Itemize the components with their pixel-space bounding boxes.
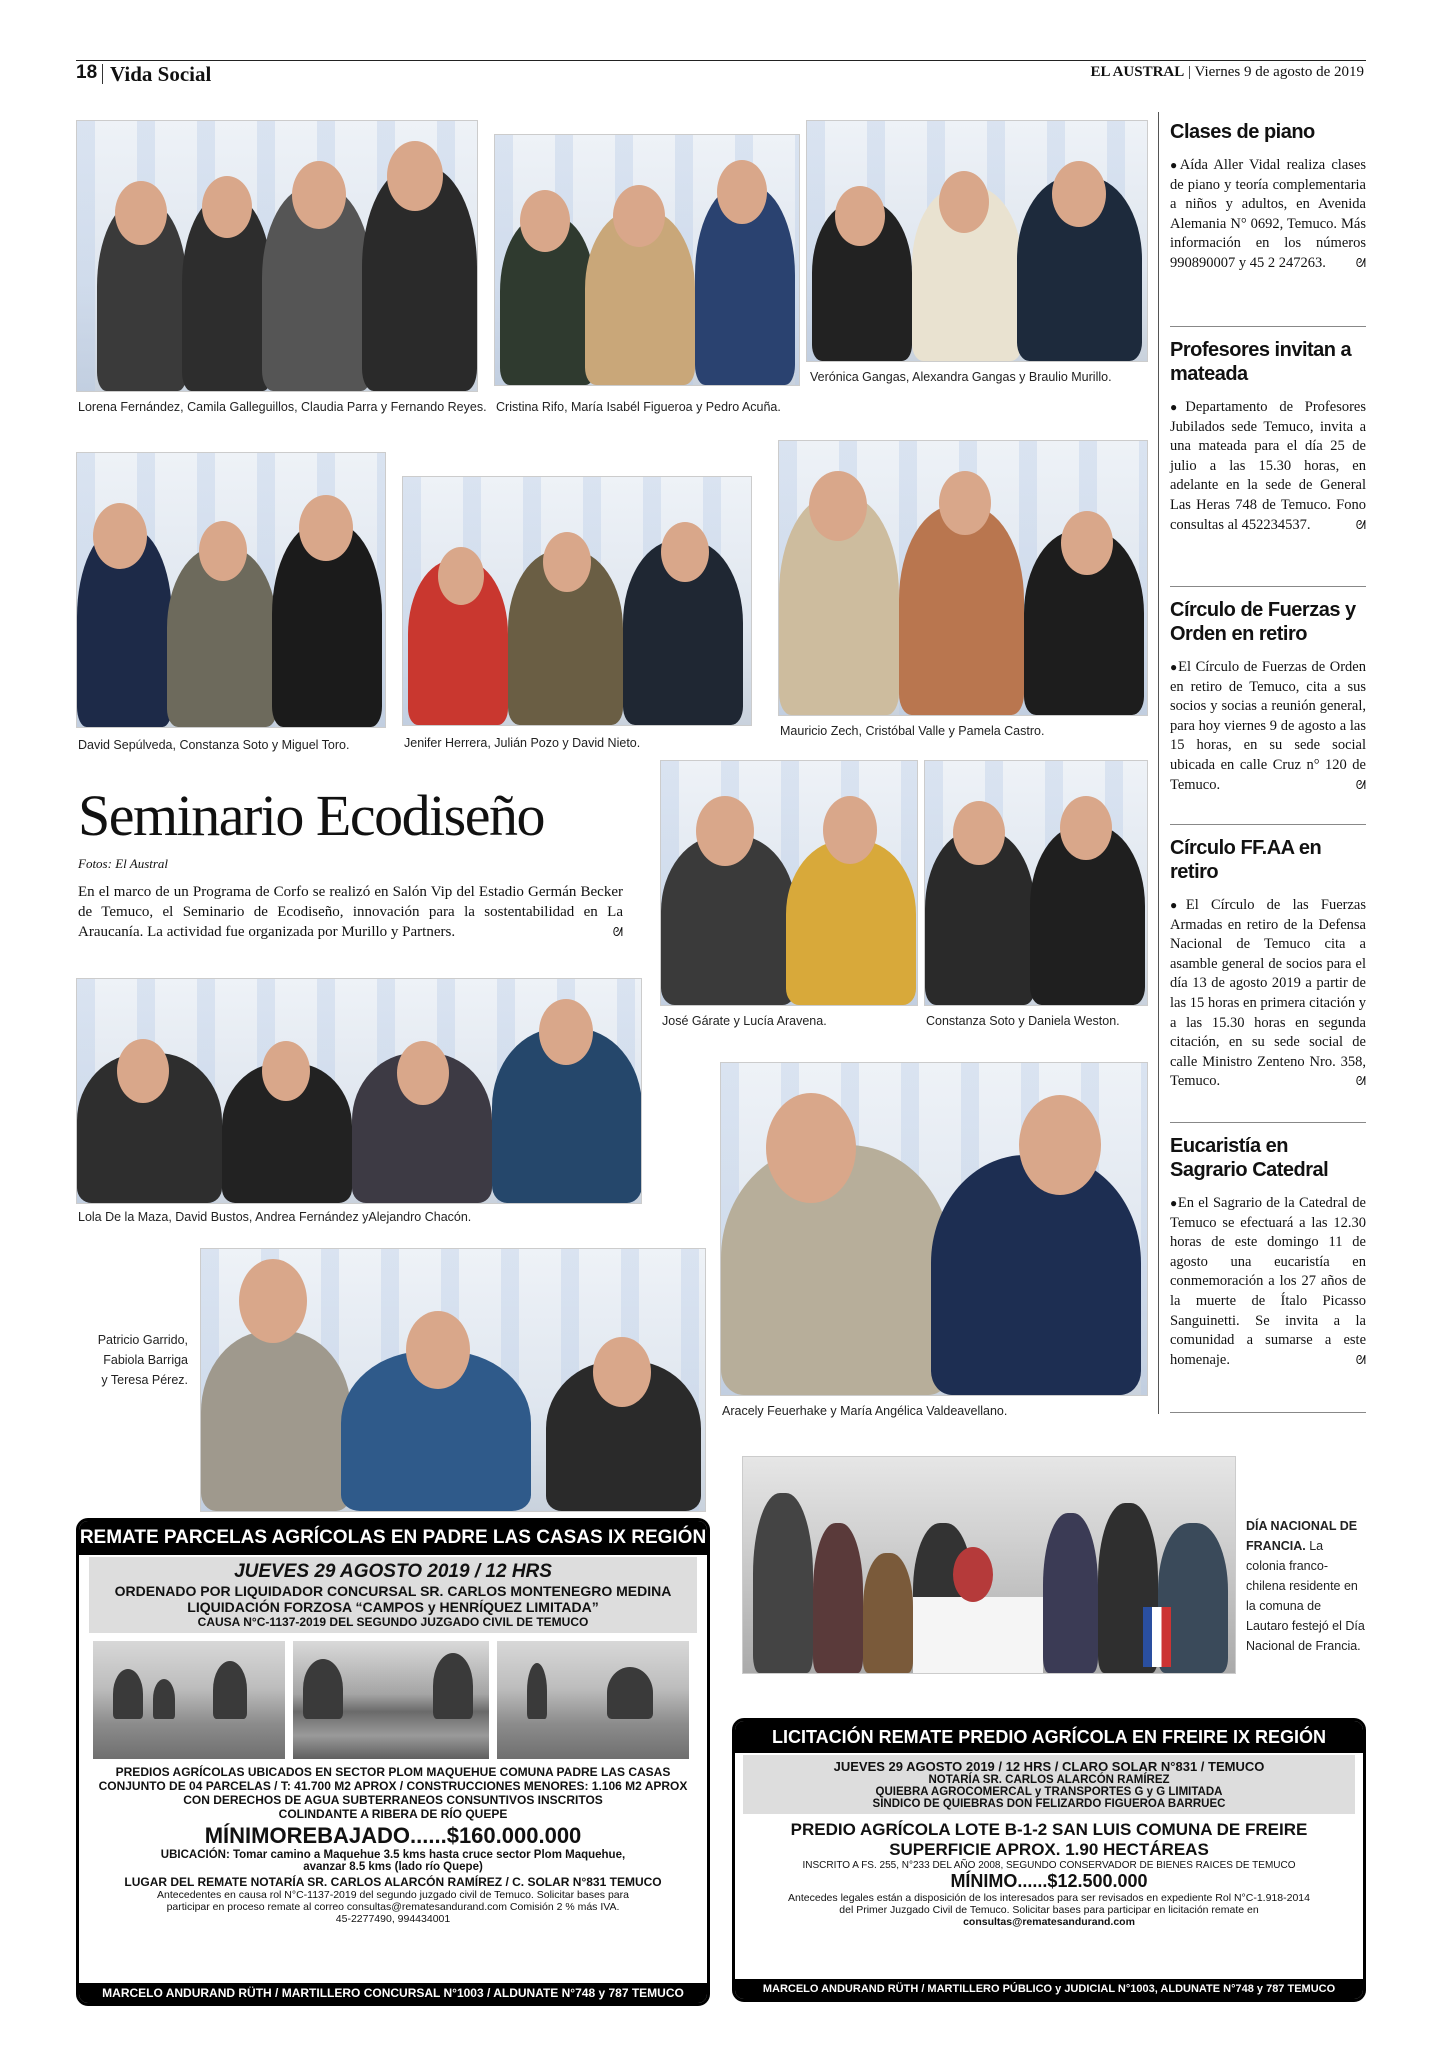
sidebar-divider xyxy=(1170,586,1366,587)
sidebar-body: ●Departamento de Profesores Jubilados sede Temuco, invita a una mateada para el día 25 de julio a las 15.30 horas, en adelante en la sede de General Las Heras 748 de Temuco. Fono consultas al 452234537. ᘛ xyxy=(1170,398,1366,535)
bullet-icon: ● xyxy=(1170,400,1186,414)
paper-name: EL AUSTRAL xyxy=(1090,64,1185,80)
caption-p1: Lorena Fernández, Camila Galleguillos, Claudia Parra y Fernando Reyes. xyxy=(78,400,487,414)
ad1-body2: CONJUNTO DE 04 PARCELAS / T: 41.700 M2 APROX / CONSTRUCCIONES MENORES: 1.106 M2 APROX xyxy=(98,1779,688,1793)
ad1-ante1: Antecedentes en causa rol N°C-1137-2019 del segundo juzgado civil de Temuco. Solicitar bases para xyxy=(157,1889,629,1901)
caption-p6: Mauricio Zech, Cristóbal Valle y Pamela Castro. xyxy=(780,724,1045,738)
sidebar-title: Profesores invitan a mateada xyxy=(1170,339,1352,385)
ad2-footer: MARCELO ANDURAND RÜTH / MARTILLERO PÚBLICO y JUDICIAL N°1003, ALDUNATE N°748 y 787 TEMUCO xyxy=(735,1979,1363,1999)
sidebar-divider xyxy=(1170,1412,1366,1413)
ad2-gray-block xyxy=(743,1755,1355,1814)
caption-p4: David Sepúlveda, Constanza Soto y Miguel Toro. xyxy=(78,738,350,752)
sidebar-body: ●Aída Aller Vidal realiza clases de piano y teoría complementaria a niños y adultos, en Avenida Alemania N° 0692, Temuco. Más información en los números 990890007 y 45 2 247263. ᘛ xyxy=(1170,156,1366,274)
sidebar-divider xyxy=(1170,1122,1366,1123)
sidebar-item-piano xyxy=(1170,120,1366,274)
ad2-line3: SINDICO DE QUIEBRAS DON FELIZARDO FIGUEROA BARRUEC xyxy=(872,1798,1226,1810)
ad1-body3: CON DERECHOS DE AGUA SUBTERRANEOS CONSUNTIVOS INSCRITOS xyxy=(183,1793,603,1807)
caption-p11-line3: y Teresa Pérez. xyxy=(101,1373,188,1387)
photo-p7 xyxy=(660,760,918,1006)
sidebar-item-mateada xyxy=(1170,338,1366,535)
land-photo-1 xyxy=(93,1641,285,1759)
caption-p7: José Gárate y Lucía Aravena. xyxy=(662,1014,827,1028)
photo-p8 xyxy=(924,760,1148,1006)
ad2-price: MÍNIMO......$12.500.000 xyxy=(950,1871,1148,1891)
photo-france xyxy=(742,1456,1236,1674)
ad1-body1: PREDIOS AGRÍCOLAS UBICADOS EN SECTOR PLOM MAQUEHUE COMUNA PADRE LAS CASAS xyxy=(115,1765,671,1779)
caption-p11 xyxy=(80,1330,188,1390)
caption-p5: Jenifer Herrera, Julián Pozo y David Nieto. xyxy=(404,736,641,750)
section-title: Vida Social xyxy=(110,62,212,86)
ad1-date: JUEVES 29 AGOSTO 2019 / 12 HRS xyxy=(234,1561,552,1582)
ad-remate-padre-las-casas xyxy=(76,1518,710,2006)
ad1-phones: 45-2277490, 994434001 xyxy=(335,1913,451,1925)
end-mark-icon: ᘛ xyxy=(1355,777,1366,792)
photo-p9 xyxy=(76,978,642,1204)
photo-credit: Fotos: El Austral xyxy=(78,856,169,871)
caption-france-text: La colonia franco-chilena residente en la comuna de Lautaro festejó el Día Nacional de Francia. xyxy=(1246,1539,1365,1653)
article-lead xyxy=(78,882,623,942)
end-mark-icon: ᘛ xyxy=(1355,255,1366,270)
ad1-photos xyxy=(93,1641,693,1765)
ad1-line3: CAUSA N°C-1137-2019 DEL SEGUNDO JUZGADO CIVIL DE TEMUCO xyxy=(197,1615,589,1629)
bullet-icon: ● xyxy=(1170,158,1180,172)
sidebar-rule xyxy=(1158,112,1159,1414)
ad2-line2: QUIEBRA AGROCOMERCAL y TRANSPORTES G y G LIMITADA xyxy=(875,1786,1223,1798)
photo-p2 xyxy=(494,134,800,386)
sidebar-body: ●El Círculo de Fuerzas de Orden en retiro de Temuco, cita a sus socios y socias a reunión general, para hoy viernes 9 de agosto a las 15 horas, en su sede social ubicada en calle Cruz n° 120 de Temuco. ᘛ xyxy=(1170,658,1366,795)
photo-p10 xyxy=(720,1062,1148,1396)
land-photo-3 xyxy=(497,1641,689,1759)
page-number: 18 xyxy=(76,62,98,83)
photo-p5 xyxy=(402,476,752,726)
ad2-ante2: del Primer Juzgado Civil de Temuco. Solicitar bases para participar en licitación remate en xyxy=(839,1904,1259,1916)
sidebar-title: Clases de piano xyxy=(1170,121,1315,143)
sidebar-title: Círculo de Fuerzas y Orden en retiro xyxy=(1170,599,1356,645)
ad2-title1: PREDIO AGRÍCOLA LOTE B-1-2 SAN LUIS COMUNA DE FREIRE xyxy=(790,1820,1308,1839)
sidebar-item-ffaa xyxy=(1170,836,1366,1092)
caption-p8: Constanza Soto y Daniela Weston. xyxy=(926,1014,1120,1028)
caption-p2: Cristina Rifo, María Isabél Figueroa y Pedro Acuña. xyxy=(496,400,781,414)
issue-date: Viernes 9 de agosto de 2019 xyxy=(1194,64,1364,80)
sidebar-title: Círculo FF.AA en retiro xyxy=(1170,837,1322,883)
ad1-gray-block xyxy=(89,1557,697,1633)
ad2-title2: SUPERFICIE APROX. 1.90 HECTÁREAS xyxy=(889,1840,1209,1859)
bullet-icon: ● xyxy=(1170,1196,1178,1210)
sidebar-divider xyxy=(1170,824,1366,825)
ad1-header: REMATE PARCELAS AGRÍCOLAS EN PADRE LAS CASAS IX REGIÓN xyxy=(79,1521,707,1555)
ad-licitacion-freire xyxy=(732,1718,1366,2002)
ad2-ante1: Antecedes legales están a disposición de los interesados para ser revisados en expediente Rol N°C-1.918-2014 xyxy=(788,1892,1310,1904)
sidebar-item-fuerzas-orden xyxy=(1170,598,1366,795)
ad1-line2: LIQUIDACIÓN FORZOSA “CAMPOS y HENRÍQUEZ LIMITADA” xyxy=(187,1599,599,1615)
ad1-body xyxy=(79,1765,707,1925)
ad2-date: JUEVES 29 AGOSTO 2019 / 12 HRS / CLARO SOLAR N°831 / TEMUCO xyxy=(833,1759,1265,1774)
ad2-line1: NOTARÍA SR. CARLOS ALARCÓN RAMÍREZ xyxy=(928,1774,1170,1786)
bullet-icon: ● xyxy=(1170,660,1179,674)
lead-text: En el marco de un Programa de Corfo se realizó en Salón Vip del Estadio Germán Becker de Temuco, el Seminario de Ecodiseño, innovación para la sostentabilidad en La Araucanía. La actividad fue organizada por Murillo y Partners. xyxy=(78,884,623,940)
header-rule xyxy=(76,60,1366,61)
ad1-price: MÍNIMOREBAJADO......$160.000.000 xyxy=(204,1823,582,1848)
end-mark-icon: ᘛ xyxy=(1355,1074,1366,1089)
end-mark-icon: ᘛ xyxy=(1355,517,1366,532)
photo-p6 xyxy=(778,440,1148,716)
article-headline: Seminario Ecodiseño xyxy=(78,783,545,848)
ad1-footer: MARCELO ANDURAND RÜTH / MARTILLERO CONCURSAL N°1003 / ALDUNATE N°748 y 787 TEMUCO xyxy=(79,1983,707,2003)
ad1-ubic2: avanzar 8.5 kms (lado río Quepe) xyxy=(303,1861,483,1873)
ad1-ante2: participar en proceso remate al correo consultas@rematesandurand.com Comisión 2 % más IVA. xyxy=(166,1901,620,1913)
sidebar-title: Eucaristía en Sagrario Catedral xyxy=(1170,1135,1329,1181)
ad1-ubic1: UBICACIÓN: Tomar camino a Maquehue 3.5 kms hasta cruce sector Plom Maquehue, xyxy=(160,1849,626,1861)
ad2-inscrito: INSCRITO A FS. 255, N°233 DEL AÑO 2008, SEGUNDO CONSERVADOR DE BIENES RAICES DE TEMUCO xyxy=(802,1860,1296,1871)
sidebar-item-eucaristia xyxy=(1170,1134,1366,1370)
ad2-ante3: consultas@rematesandurand.com xyxy=(963,1916,1135,1928)
end-mark-icon: ᘛ xyxy=(1355,1352,1366,1367)
ad1-body4: COLINDANTE A RIBERA DE RÍO QUEPE xyxy=(278,1807,508,1821)
caption-france xyxy=(1246,1516,1366,1656)
caption-france-title: DÍA NACIONAL DE FRANCIA. xyxy=(1246,1519,1358,1553)
ad2-body xyxy=(735,1814,1363,1928)
caption-p10: Aracely Feuerhake y María Angélica Valdeavellano. xyxy=(722,1404,1008,1418)
ad2-header: LICITACIÓN REMATE PREDIO AGRÍCOLA EN FREIRE IX REGIÓN xyxy=(735,1721,1363,1753)
caption-p11-line2: Fabiola Barriga xyxy=(103,1353,188,1367)
sidebar-body: ●El Círculo de las Fuerzas Armadas en retiro de la Defensa Nacional de Temuco cita a asamble general de socios para el día 13 de agosto 2019 a partir de las 15 horas en primera citación y a las 15.30 horas en segunda citación, en su sede social de calle Ministro Zenteno Nro. 358, Temuco. ᘛ xyxy=(1170,896,1366,1092)
sidebar-divider xyxy=(1170,326,1366,327)
photo-p11 xyxy=(200,1248,706,1512)
header-separator xyxy=(102,64,103,84)
caption-p11-line1: Patricio Garrido, xyxy=(97,1333,188,1347)
caption-p3: Verónica Gangas, Alexandra Gangas y Braulio Murillo. xyxy=(810,370,1112,384)
paper-dateline: EL AUSTRAL | Viernes 9 de agosto de 2019 xyxy=(1090,64,1364,80)
photo-p4 xyxy=(76,452,386,728)
bullet-icon: ● xyxy=(1170,898,1186,912)
ad1-line1: ORDENADO POR LIQUIDADOR CONCURSAL SR. CARLOS MONTENEGRO MEDINA xyxy=(114,1583,672,1599)
ad1-lugar: LUGAR DEL REMATE NOTARÍA SR. CARLOS ALARCÓN RAMÍREZ / C. SOLAR N°831 TEMUCO xyxy=(124,1875,662,1889)
sidebar-body: ●En el Sagrario de la Catedral de Temuco se efectuará a las 12.30 horas de este domingo 11 de agosto una eucaristía en conmemoración a los 27 años de la muerte de Ítalo Picasso Sanguinetti. Se invita a la comunidad a sumarse a este homenaje. ᘛ xyxy=(1170,1194,1366,1370)
photo-p3 xyxy=(806,120,1148,362)
land-photo-2 xyxy=(293,1641,489,1759)
end-mark-icon: ᘛ xyxy=(612,925,623,939)
caption-p9: Lola De la Maza, David Bustos, Andrea Fernández yAlejandro Chacón. xyxy=(78,1210,472,1224)
photo-p1 xyxy=(76,120,478,392)
